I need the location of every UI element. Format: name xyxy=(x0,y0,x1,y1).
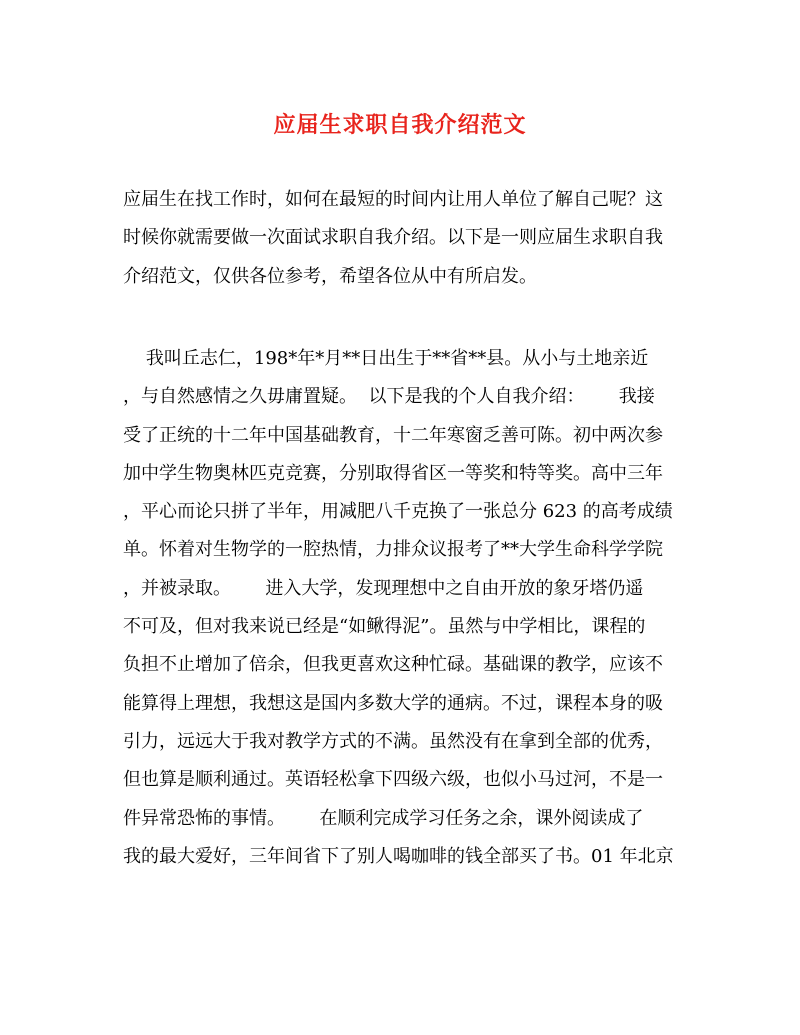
text-line: 加中学生物奥林匹克竞赛，分别取得省区一等奖和特等奖。高中三年 xyxy=(123,462,663,484)
text-line: ，与自然感情之久毋庸置疑。 以下是我的个人自我介绍： 我接 xyxy=(123,386,655,408)
text-line: 介绍范文，仅供各位参考，希望各位从中有所启发。 xyxy=(123,265,537,287)
intro-paragraph xyxy=(123,181,683,296)
text-line: 但也算是顺利通过。英语轻松拿下四级六级，也似小马过河，不是一 xyxy=(123,769,663,791)
text-line: 单。怀着对生物学的一腔热情，力排众议报考了**大学生命科学学院 xyxy=(123,539,663,561)
text-line: 负担不止增加了倍余，但我更喜欢这种忙碌。基础课的教学，应该不 xyxy=(123,654,663,676)
text-line: ，并被录取。 进入大学，发现理想中之自由开放的象牙塔仍遥 xyxy=(123,577,644,599)
text-line: 不可及，但对我来说已经是“如鳅得泥”。虽然与中学相比，课程的 xyxy=(123,616,646,638)
text-line: ，平心而论只拼了半年，用减肥八千克换了一张总分 623 的高考成绩 xyxy=(123,501,673,523)
text-line: 我叫丘志仁，198*年*月**日出生于**省**县。从小与土地亲近 xyxy=(123,348,649,369)
text-line: 件异常恐怖的事情。 在顺利完成学习任务之余，课外阅读成了 xyxy=(123,807,644,829)
document-title: 应届生求职自我介绍范文 xyxy=(273,112,527,138)
body-paragraph xyxy=(123,340,683,876)
text-line: 受了正统的十二年中国基础教育，十二年寒窗乏善可陈。初中两次参 xyxy=(123,424,663,446)
text-line: 应届生在找工作时，如何在最短的时间内让用人单位了解自己呢？这 xyxy=(123,189,663,210)
text-line: 时候你就需要做一次面试求职自我介绍。以下是一则应届生求职自我 xyxy=(123,227,663,249)
text-line: 能算得上理想，我想这是国内多数大学的通病。不过，课程本身的吸 xyxy=(123,692,663,714)
text-line: 我的最大爱好，三年间省下了别人喝咖啡的钱全部买了书。01 年北京 xyxy=(123,845,674,867)
text-line: 引力，远远大于我对教学方式的不满。虽然没有在拿到全部的优秀， xyxy=(123,730,663,752)
